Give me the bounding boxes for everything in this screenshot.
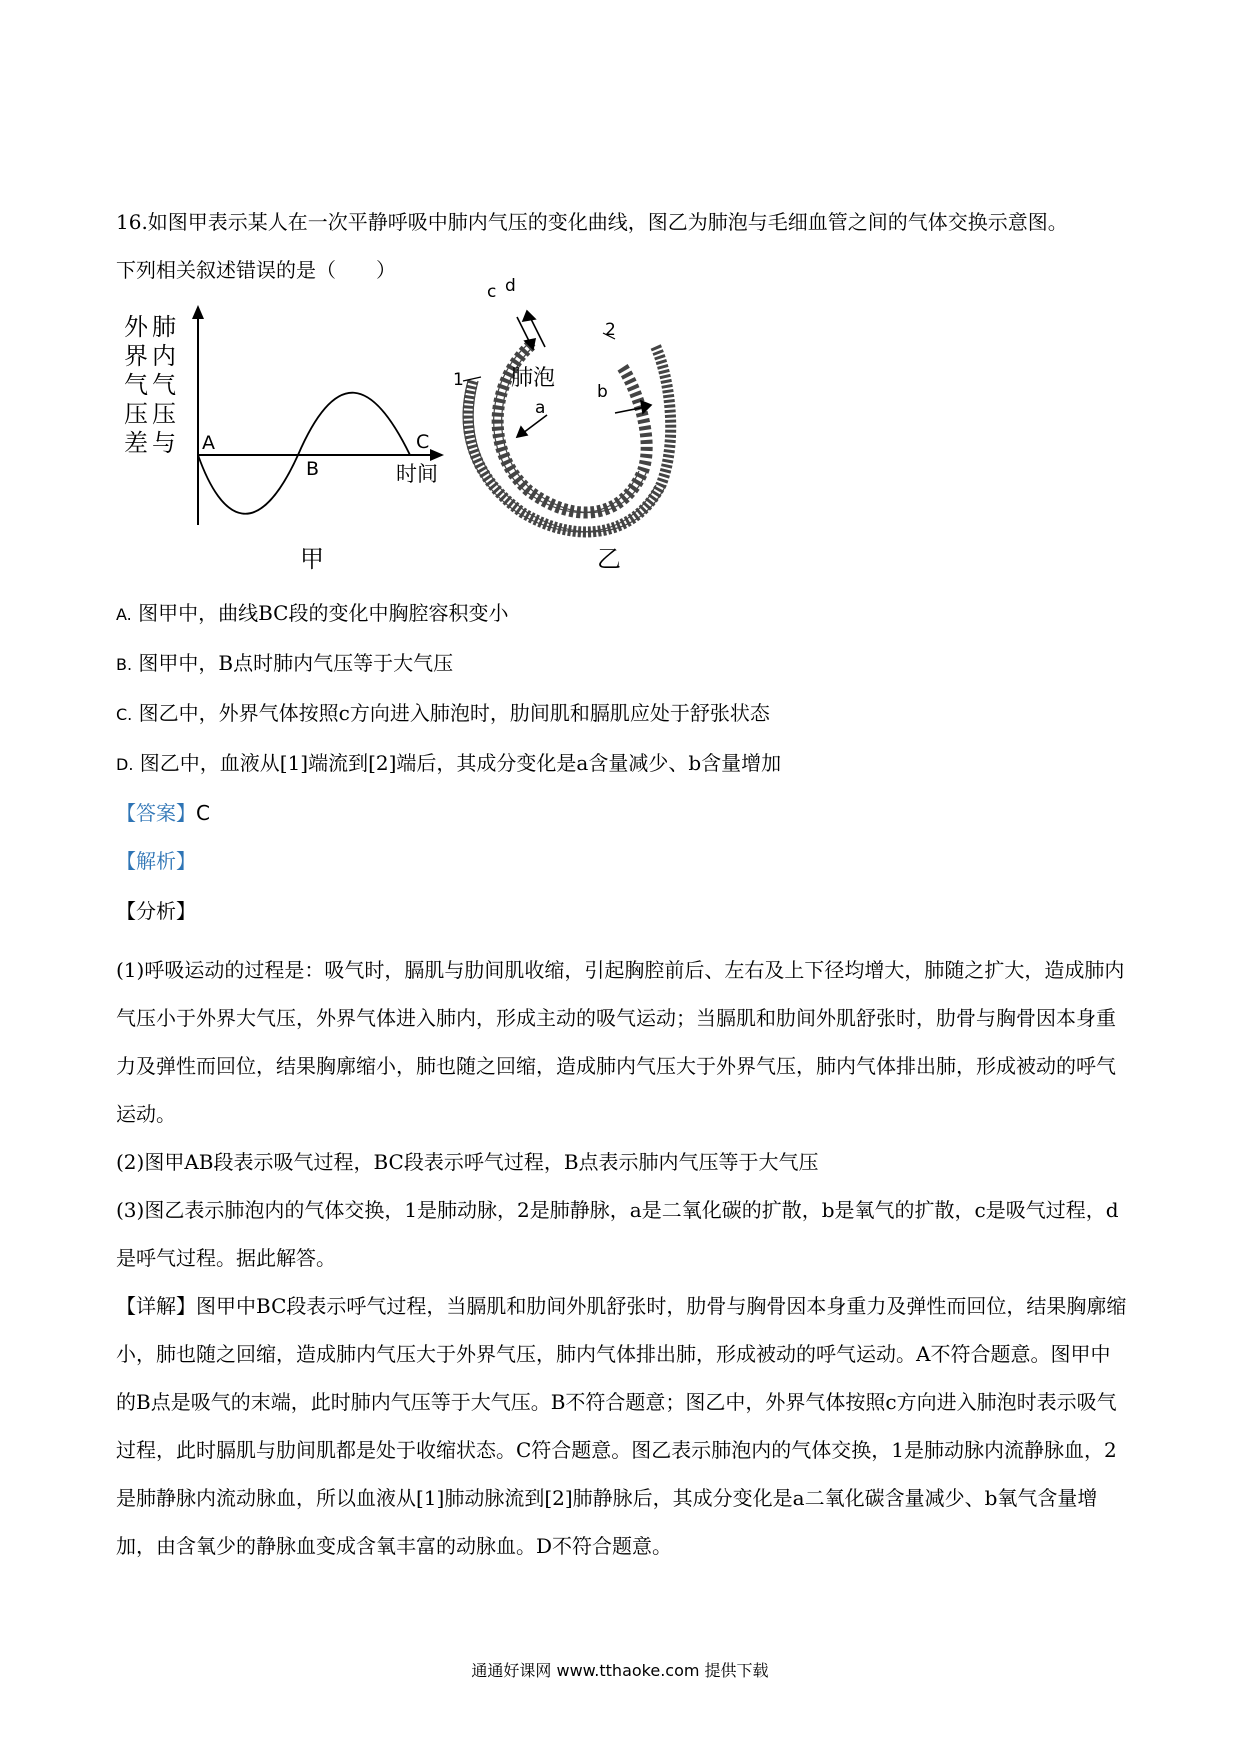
ylabel-col1-0: 外 [124,313,148,341]
ylabel-col2-0: 肺 [152,313,176,341]
point-b-label: B [306,458,320,480]
question-stem [116,198,1128,294]
detail-text: 图甲中BC段表示呼气过程，当膈肌和肋间外肌舒张时，肋骨与胸骨因本身重力及弹性而回位，结果胸廓缩小，肺也随之回缩，造成肺内气压大于外界气压，肺内气体排出肺，形成被动的呼气运动。A不符合题意。图甲中的B点是吸气的末端，此时肺内气压等于大气压。B不符合题意；图乙中，外界气体按照c方向进入肺泡时表示吸气过程，此时膈肌与肋间肌都是处于收缩状态。C符合题意。图乙表示肺泡内的气体交换，1是肺动脉内流静脉血，2是肺静脉内流动脉血，所以血液从[1]肺动脉流到[2]肺静脉后，其成分变化是a二氧化碳含量减少、b氧气含量增加，由含氧少的静脉血变成含氧丰富的动脉血。D不符合题意。 [116,1294,1127,1558]
label-1: 1 [453,370,464,390]
analysis-p3: (3)图乙表示肺泡内的气体交换，1是肺动脉，2是肺静脉，a是二氧化碳的扩散，b是氧气的扩散，c是吸气过程，d是呼气过程。据此解答。 [116,1198,1119,1270]
question-line-1: 16.如图甲表示某人在一次平静呼吸中肺内气压的变化曲线，图乙为肺泡与毛细血管之间的气体交换示意图。 [116,210,1068,234]
question-line-2: 下列相关叙述错误的是（ ） [116,258,396,282]
answer-line [116,798,210,828]
fenxi-tag: 【分析】 [116,899,196,923]
x-axis-label: 时间 [396,462,438,486]
option-c [116,698,770,730]
fenxi-line [116,896,196,926]
pressure-curve [198,393,410,514]
figure-jia-caption: 甲 [300,545,324,573]
x-axis-arrow [430,449,444,461]
alveolus-label: 肺泡 [511,366,556,391]
option-d-text: 图乙中，血液从[1]端流到[2]端后，其成分变化是a含量减少、b含量增加 [139,751,782,775]
ylabel-col2-2: 气 [152,371,176,399]
answer-tag: 【答案】 [116,801,196,825]
analysis-p2: (2)图甲AB段表示吸气过程，BC段表示呼气过程，B点表示肺内气压等于大气压 [116,1150,819,1174]
analysis-body [116,946,1128,1570]
detail-tag: 【详解】 [116,1294,196,1318]
option-c-letter: C. [116,705,133,724]
option-b-text: 图甲中，B点时肺内气压等于大气压 [138,651,454,675]
option-d-letter: D. [116,755,134,774]
option-b-letter: B. [116,655,133,674]
analysis-p1: (1)呼吸运动的过程是：吸气时，膈肌与肋间肌收缩，引起胸腔前后、左右及上下径均增大，肺随之扩大，造成肺内气压小于外界大气压，外界气体进入肺内，形成主动的吸气运动；当膈肌和肋间外肌舒张时，肋骨与胸骨因本身重力及弹性而回位，结果胸廓缩小，肺也随之回缩，造成肺内气压大于外界气压，肺内气体排出肺，形成被动的呼气运动。 [116,958,1125,1126]
ylabel-col1-2: 气 [124,371,148,399]
point-c-label: C [416,431,430,453]
flow-arrows [463,311,651,437]
jiexi-line [116,846,196,876]
label-2: 2 [605,320,616,340]
point-a-label: A [202,432,215,454]
label-d: d [505,276,516,296]
ylabel-col2-1: 内 [152,342,176,370]
label-a: a [535,398,546,418]
detail-paragraph [116,1282,1128,1570]
ylabel-col2-3: 压 [152,400,176,428]
figure-jia-ylabel [124,313,176,457]
option-d [116,748,781,780]
label-c: c [487,282,497,302]
y-axis-arrow [192,305,204,319]
option-c-text: 图乙中，外界气体按照c方向进入肺泡时，肋间肌和膈肌应处于舒张状态 [138,701,770,725]
figure-jia [110,305,460,580]
ylabel-col1-3: 压 [124,400,148,428]
ylabel-col1-1: 界 [124,342,148,370]
ylabel-col2-4: 与 [152,429,176,457]
figure-yi-caption: 乙 [597,545,621,573]
option-a-text: 图甲中，曲线BC段的变化中胸腔容积变小 [138,601,509,625]
page-footer: 通通好课网 www.tthaoke.com 提供下载 [471,1661,769,1680]
option-a-letter: A. [116,605,132,624]
option-b [116,648,453,680]
answer-value: C [196,801,210,825]
jiexi-tag: 【解析】 [116,849,196,873]
ylabel-col1-4: 差 [124,429,148,457]
label-b: b [597,382,608,402]
figure-yi [453,276,710,580]
option-a [116,598,508,630]
